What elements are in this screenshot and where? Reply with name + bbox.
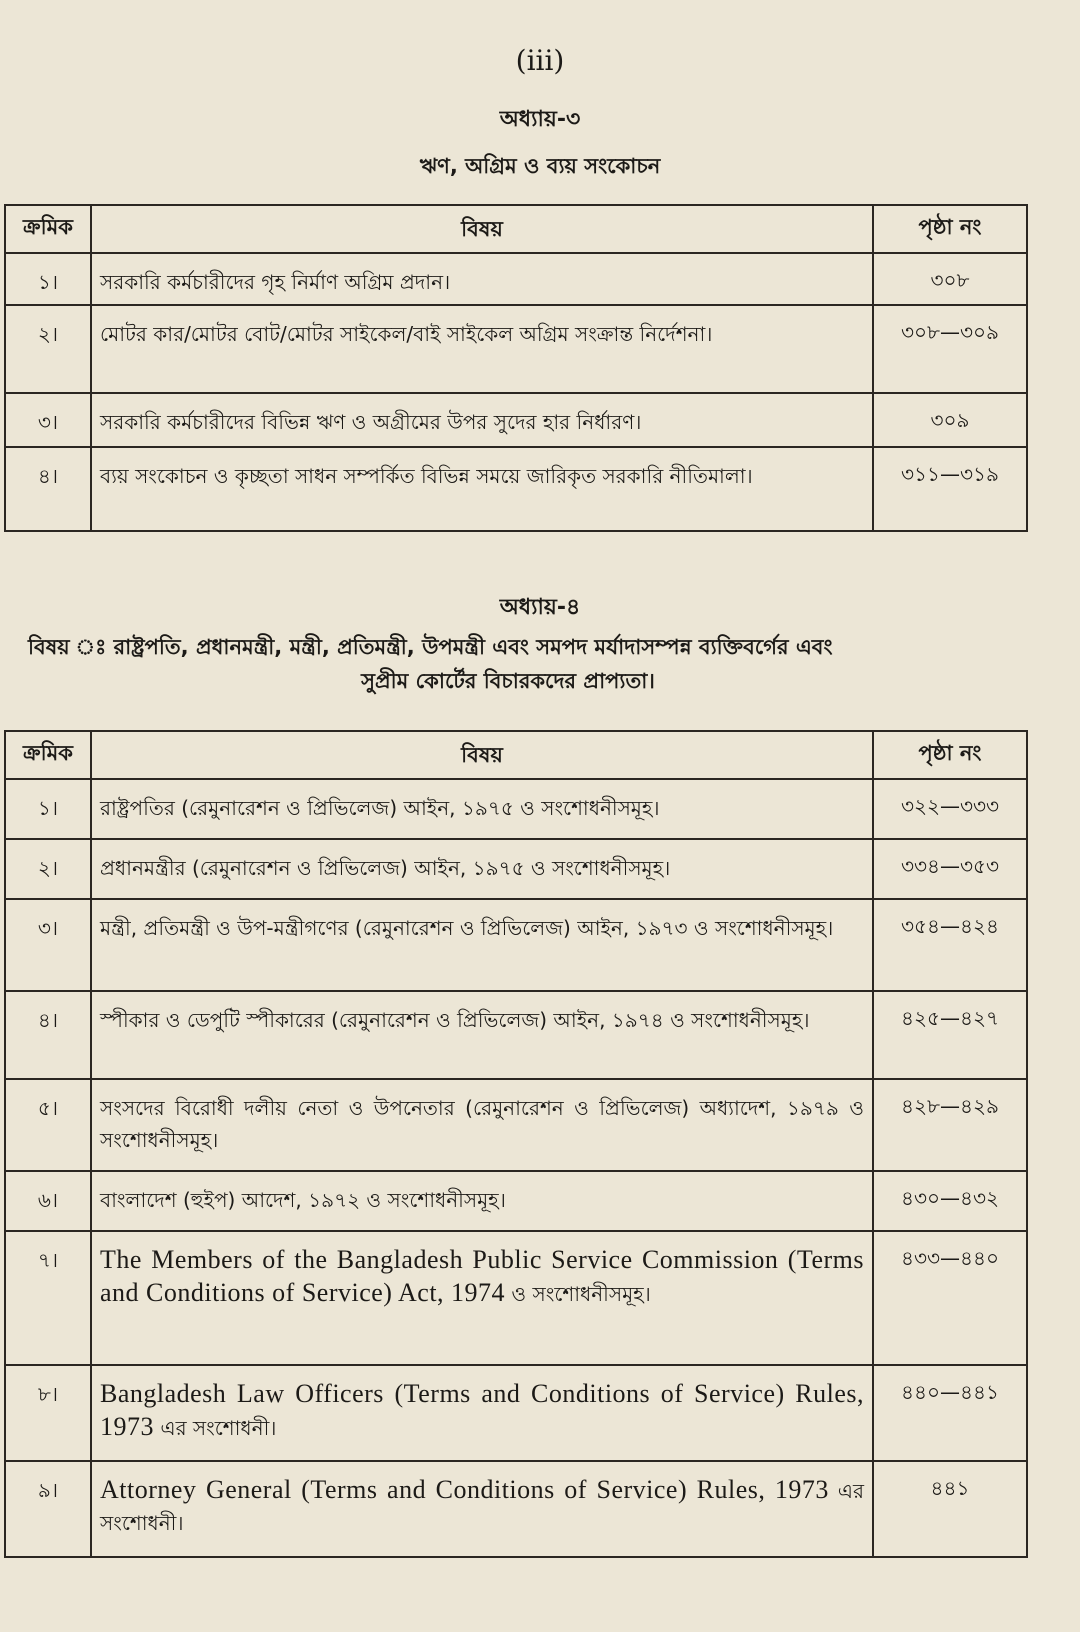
page-cell: ৩০৮—৩০৯ — [873, 305, 1027, 393]
page-number: (iii) — [515, 44, 565, 77]
page-cell: ৪২৮—৪২৯ — [873, 1079, 1027, 1171]
subject-bn: এর সংশোধনী। — [160, 1416, 277, 1440]
subject-cell: সরকারি কর্মচারীদের বিভিন্ন ঋণ ও অগ্রীমের উপর সুদের হার নির্ধারণ। — [91, 393, 873, 447]
subject-latin: Bangladesh Law Officers (Terms and Conditions of Service) Rules, 1973 — [100, 1379, 864, 1441]
subject-cell: সরকারি কর্মচারীদের গৃহ নির্মাণ অগ্রিম প্রদান। — [91, 253, 873, 305]
subject-latin: Attorney General (Terms and Conditions of Service) Rules, 1973 — [100, 1475, 829, 1504]
subject-cell: মন্ত্রী, প্রতিমন্ত্রী ও উপ-মন্ত্রীগণের (রেমুনারেশন ও প্রিভিলেজ) আইন, ১৯৭৩ ও সংশোধনীসমূহ। — [91, 899, 873, 991]
page-cell: ৪৩৩—৪৪০ — [873, 1231, 1027, 1365]
serial-cell: ৪। — [5, 991, 91, 1079]
page-cell: ৩৩৪—৩৫৩ — [873, 839, 1027, 899]
serial-cell: ২। — [5, 839, 91, 899]
serial-cell: ৩। — [5, 899, 91, 991]
page-cell: ৩০৯ — [873, 393, 1027, 447]
serial-cell: ৭। — [5, 1231, 91, 1365]
table-row — [5, 1461, 1027, 1557]
chapter4-table — [4, 730, 1028, 1558]
serial-cell: ১। — [5, 779, 91, 839]
serial-header: ক্রমিক — [5, 731, 91, 779]
subject-cell: মোটর কার/মোটর বোট/মোটর সাইকেল/বাই সাইকেল অগ্রিম সংক্রান্ত নির্দেশনা। — [91, 305, 873, 393]
chapter3-table — [4, 204, 1028, 532]
subject-bn: ও সংশোধনীসমূহ। — [511, 1282, 651, 1306]
table-row — [5, 393, 1027, 447]
table-row — [5, 305, 1027, 393]
serial-cell: ২। — [5, 305, 91, 393]
chapter3-subtitle: ঋণ, অগ্রিম ও ব্যয় সংকোচন — [419, 154, 661, 178]
table-row — [5, 779, 1027, 839]
serial-cell: ৮। — [5, 1365, 91, 1461]
chapter4-subject — [28, 630, 1068, 698]
table-row — [5, 1231, 1027, 1365]
page-cell: ৩০৮ — [873, 253, 1027, 305]
subject-cell: বাংলাদেশ (হুইপ) আদেশ, ১৯৭২ ও সংশোধনীসমূহ। — [91, 1171, 873, 1231]
subject-latin: The Members of the Bangladesh Public Service Commission (Terms and Conditions of Service) Act, 1974 — [100, 1245, 864, 1307]
page-cell: ৪৪১ — [873, 1461, 1027, 1557]
page-header: পৃষ্ঠা নং — [873, 731, 1027, 779]
page-cell: ৩১১—৩১৯ — [873, 447, 1027, 531]
serial-cell: ৪। — [5, 447, 91, 531]
page-header: পৃষ্ঠা নং — [873, 205, 1027, 253]
subject-cell: সংসদের বিরোধী দলীয় নেতা ও উপনেতার (রেমুনারেশন ও প্রিভিলেজ) অধ্যাদেশ, ১৯৭৯ ও সংশোধনীসমূহ। — [91, 1079, 873, 1171]
subject-cell: প্রধানমন্ত্রীর (রেমুনারেশন ও প্রিভিলেজ) আইন, ১৯৭৫ ও সংশোধনীসমূহ। — [91, 839, 873, 899]
subject-bn: এর সংশোধনী। — [100, 1479, 864, 1535]
serial-header: ক্রমিক — [5, 205, 91, 253]
page-cell: ৪২৫—৪২৭ — [873, 991, 1027, 1079]
subject-cell — [91, 1365, 873, 1461]
page-cell: ৪৩০—৪৩২ — [873, 1171, 1027, 1231]
table-row — [5, 991, 1027, 1079]
subject-cell: ব্যয় সংকোচন ও কৃচ্ছতা সাধন সম্পর্কিত বিভিন্ন সময়ে জারিকৃত সরকারি নীতিমালা। — [91, 447, 873, 531]
chapter4-subject-line-1: বিষয় ঃ রাষ্ট্রপতি, প্রধানমন্ত্রী, মন্ত্রী, প্রতিমন্ত্রী, উপমন্ত্রী এবং সমপদ মর্যাদাসম্পন্ন ব্যক্তিবর্গের এবং — [28, 635, 833, 659]
subject-cell — [91, 1231, 873, 1365]
chapter4-title: অধ্যায়-৪ — [499, 595, 581, 620]
serial-cell: ১। — [5, 253, 91, 305]
table-header-row — [5, 205, 1027, 253]
subject-header: বিষয় — [91, 205, 873, 253]
table-row — [5, 1171, 1027, 1231]
serial-cell: ৫। — [5, 1079, 91, 1171]
table-row — [5, 899, 1027, 991]
table-row — [5, 839, 1027, 899]
table-row — [5, 447, 1027, 531]
subject-cell: স্পীকার ও ডেপুটি স্পীকারের (রেমুনারেশন ও প্রিভিলেজ) আইন, ১৯৭৪ ও সংশোধনীসমূহ। — [91, 991, 873, 1079]
table-row — [5, 253, 1027, 305]
table-row — [5, 1365, 1027, 1461]
serial-cell: ৯। — [5, 1461, 91, 1557]
table-row — [5, 1079, 1027, 1171]
chapter4-subject-line-2: সুপ্রীম কোর্টের বিচারকদের প্রাপ্যতা। — [361, 669, 655, 693]
subject-header: বিষয় — [91, 731, 873, 779]
page-cell: ৩২২—৩৩৩ — [873, 779, 1027, 839]
serial-cell: ৬। — [5, 1171, 91, 1231]
serial-cell: ৩। — [5, 393, 91, 447]
chapter3-title: অধ্যায়-৩ — [499, 107, 581, 132]
subject-cell: রাষ্ট্রপতির (রেমুনারেশন ও প্রিভিলেজ) আইন, ১৯৭৫ ও সংশোধনীসমূহ। — [91, 779, 873, 839]
table-header-row — [5, 731, 1027, 779]
page-cell: ৩৫৪—৪২৪ — [873, 899, 1027, 991]
page-cell: ৪৪০—৪৪১ — [873, 1365, 1027, 1461]
subject-cell — [91, 1461, 873, 1557]
